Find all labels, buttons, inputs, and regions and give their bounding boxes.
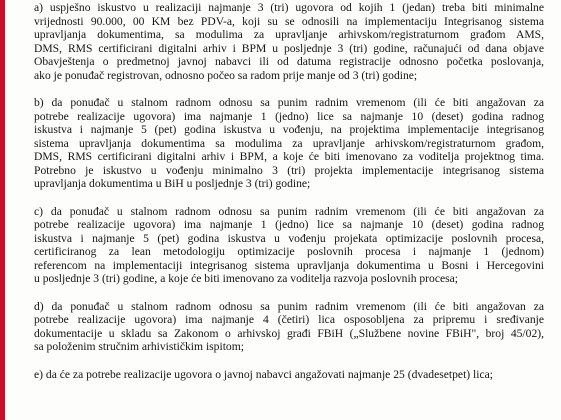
paragraph-line: vrijednosti 90.000, 00 KM bez PDV-a, koji su se odnosili na implementaciju Integrisanog sistema (34, 14, 544, 28)
paragraph-line: c) da ponuđač u stalnom radnom odnosu sa punim radnim vremenom (ili će biti angažovan za (34, 204, 544, 218)
paragraph-line: upravljanja dokumentima u BiH u posljednje 3 (tri) godine; (34, 177, 311, 190)
paragraph-line: potrebe realizacije ugovora) ima najmanje 1 (jedno) lice sa najmanje 10 (deset) godina radnog (34, 109, 544, 123)
paragraph-line: potrebe realizacije ugovora) ima najmanje 1 (jedno) lice sa najmanje 10 (deset) godina radnog (34, 218, 544, 231)
paragraph-line: Potrebno je iskustvo u vođenju minimalno 3 (tri) projekta implementacije integrisanog sistema (34, 163, 544, 177)
paragraph-line: Obavještenja o predmetnoj javnoj nabavci ili od datuma registracije odnosno početka poslovanja, (34, 55, 544, 68)
paragraph-line: a) uspješno iskustvo u realizaciji najmanje 3 (tri) ugovora od kojih 1 (jedan) treba biti minimalne (34, 1, 544, 14)
paragraph-line: referencom na implementaciji integrisanog sistema upravljanja dokumentima u Bosni i Hercegovini (34, 258, 544, 272)
paragraph-a (34, 1, 544, 82)
paragraph-line: iskustva i najmanje 5 (pet) godina iskustva u vođenju projekata optimizacije poslovnih procesa, (34, 231, 544, 245)
paragraph-line: potrebe realizacije ugovora) ima najmanje 4 (četiri) lica osposobljena za pripremu i sređivanje (34, 313, 544, 326)
paragraph-line: DMS, RMS certificirani digitalni arhiv i BPM u posljednje 3 (tri) godine, računajući od dana objave (34, 41, 544, 55)
paragraph-line: dokumentacije u skladu sa Zakonom o arhivskoj građi FBiH („Službene novine FBiH", broj 45/02), (34, 326, 544, 340)
paragraph-c (34, 205, 544, 286)
paragraph-line: DMS, RMS certificirani digitalni arhiv i BPM, a koje će biti imenovano za voditelja projektnog tima. (34, 150, 544, 163)
paragraph-b (34, 96, 544, 191)
paragraph-line: ako je ponuđač registrovan, odnosno počeo sa radom prije manje od 3 (tri) godine; (34, 68, 418, 82)
paragraph-d (34, 300, 544, 354)
paragraph-line: iskustva i najmanje 5 (pet) godina iskustva u vođenju, na projektima implementacije integrisanog (34, 123, 544, 136)
paragraph-line: u posljednje 3 (tri) godine, a koje će biti imenovano za voditelja razvoja poslovnih procesa; (34, 272, 459, 285)
paragraph-line: b) da ponuđač u stalnom radnom odnosu sa punim radnim vremenom (ili će biti angažovan za (34, 96, 544, 109)
page-edge-marker (0, 0, 5, 420)
paragraph-line: sistema upravljanja dokumentima sa modulima za upravljanje arhivskom/registraturnom građom, (34, 136, 544, 150)
paragraph-line: sa položenim stručnim arhivističkim ispitom; (34, 340, 244, 353)
document-body (34, 0, 544, 395)
paragraph-e (34, 368, 544, 382)
paragraph-line: upravljanja dokumentima, sa modulima za upravljanje arhivskom/registraturnom građom AMS, (34, 28, 544, 41)
paragraph-line: d) da ponuđač u stalnom radnom odnosu sa punim radnim vremenom (ili će biti angažovan za (34, 299, 544, 313)
paragraph-line: e) da će za potrebe realizacije ugovora o javnoj nabavci angažovati najmanje 25 (dvadesetpet) lica; (34, 367, 494, 381)
paragraph-line: certificiranog za lean metodologiju optimizacije poslovnih procesa i najmanje 1 (jednom) (34, 245, 544, 258)
